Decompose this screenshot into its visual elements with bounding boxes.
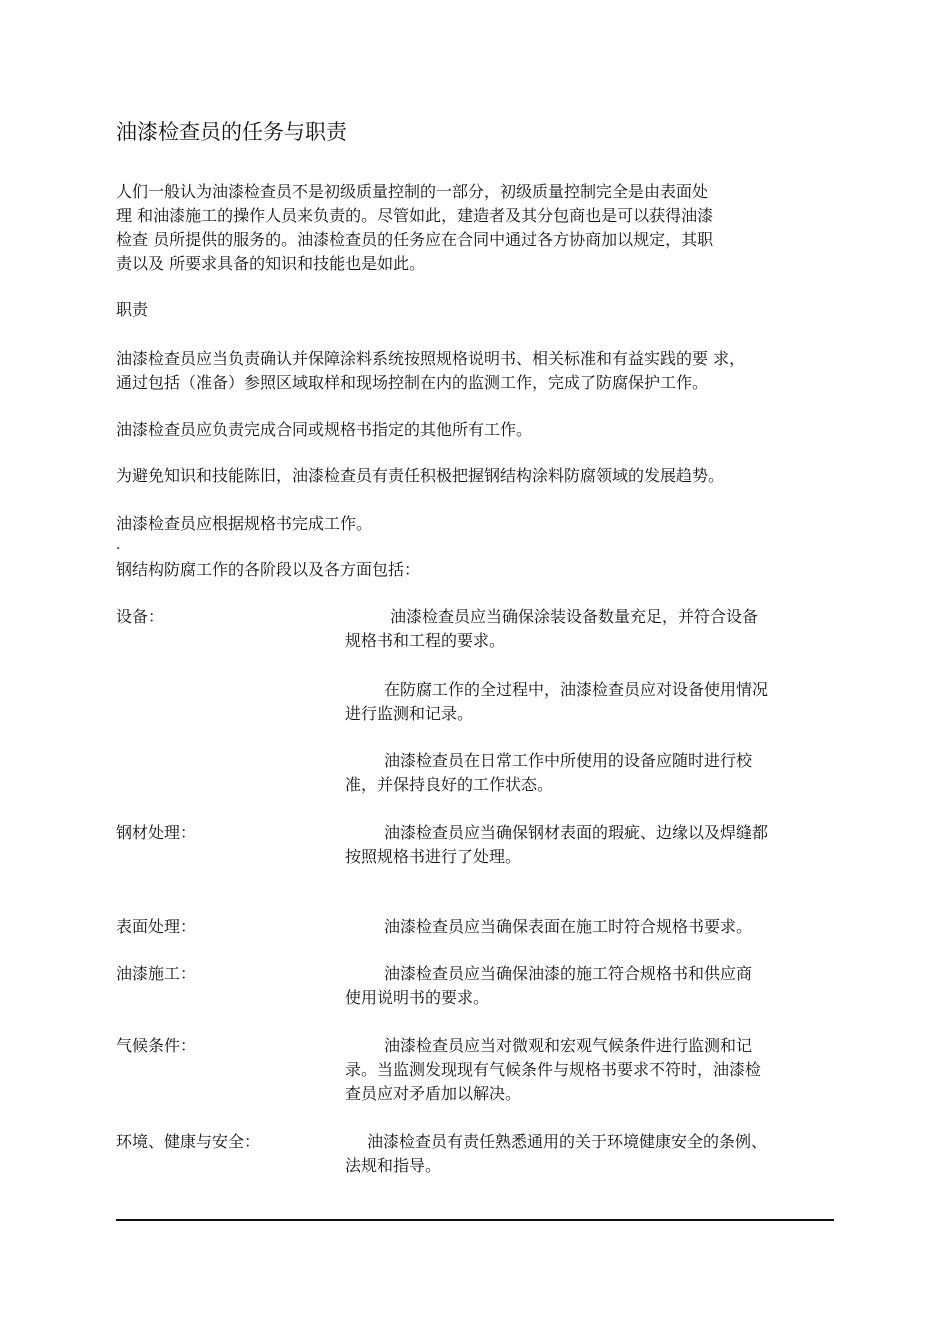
section-heading: 职责: [116, 300, 149, 319]
aspect-label-surface-treatment: 表面处理：: [116, 917, 197, 936]
page-title: 油漆检查员的任务与职责: [116, 120, 347, 144]
aspect-line: 录。当监测发现现有气候条件与规格书要求不符时，油漆检: [345, 1060, 762, 1079]
aspect-text-paint-application: [345, 962, 841, 1010]
duty-line: 通过包括（准备）参照区域取样和现场控制在内的监测工作，完成了防腐保护工作。: [116, 373, 709, 392]
aspect-label-steel-treatment: 钢材处理：: [116, 823, 197, 842]
aspect-line: 在防腐工作的全过程中，油漆检查员应对设备使用情况: [384, 680, 769, 699]
aspect-label-climate: 气候条件：: [116, 1036, 197, 1055]
aspect-text-ehs: [345, 1130, 841, 1178]
aspect-line: 按照规格书进行了处理。: [345, 847, 522, 866]
aspect-line: 使用说明书的要求。: [345, 988, 490, 1007]
aspect-line: 油漆检查员应当确保表面在施工时符合规格书要求。: [384, 917, 753, 936]
aspect-label-ehs: 环境、健康与安全：: [116, 1132, 261, 1151]
aspect-label-paint-application: 油漆施工：: [116, 964, 197, 983]
aspect-text-equipment-3: [345, 749, 841, 797]
intro-line: 检查 员所提供的服务的。油漆检查员的任务应在合同中通过各方协商加以规定，其职: [116, 230, 714, 249]
aspect-line: 油漆检查员有责任熟悉通用的关于环境健康安全的条例、: [367, 1132, 768, 1151]
aspect-line: 油漆检查员在日常工作中所使用的设备应随时进行校: [384, 751, 753, 770]
duty-paragraph-1: [116, 347, 838, 395]
intro-line: 理 和油漆施工的操作人员来负责的。尽管如此，建造者及其分包商也是可以获得油漆: [116, 206, 714, 225]
intro-line: 人们一般认为油漆检查员不是初级质量控制的一部分，初级质量控制完全是由表面处: [116, 182, 709, 201]
aspect-line: 油漆检查员应当确保油漆的施工符合规格书和供应商: [384, 964, 753, 983]
intro-line: 责以及 所要求具备的知识和技能也是如此。: [116, 254, 426, 273]
aspect-line: 法规和指导。: [345, 1156, 442, 1175]
aspect-text-equipment-2: [345, 678, 841, 726]
aspect-text-climate: [345, 1034, 841, 1106]
aspect-text-equipment-1: [345, 605, 841, 653]
intro-paragraph: [116, 180, 838, 276]
duty-paragraph-2: 油漆检查员应负责完成合同或规格书指定的其他所有工作。: [116, 420, 533, 439]
footer-rule: [116, 1219, 834, 1221]
aspect-line: 进行监测和记录。: [345, 704, 474, 723]
aspect-line: 规格书和工程的要求。: [345, 631, 506, 650]
aspect-line: 油漆检查员应当确保钢材表面的瑕疵、边缘以及焊缝都: [384, 823, 769, 842]
stray-dot: .: [116, 537, 121, 553]
duty-paragraph-3: 为避免知识和技能陈旧，油漆检查员有责任积极把握钢结构涂料防腐领域的发展趋势。: [116, 466, 725, 485]
aspect-line: 准，并保持良好的工作状态。: [345, 775, 554, 794]
duty-paragraph-4: 油漆检查员应根据规格书完成工作。: [116, 514, 373, 533]
aspect-label-equipment: 设备：: [116, 607, 165, 626]
aspect-line: 油漆检查员应当确保涂装设备数量充足，并符合设备: [390, 607, 759, 626]
aspect-line: 油漆检查员应当对微观和宏观气候条件进行监测和记: [384, 1036, 753, 1055]
aspect-line: 查员应对矛盾加以解决。: [345, 1084, 522, 1103]
duty-line: 油漆检查员应当负责确认并保障涂料系统按照规格说明书、相关标准和有益实践的要 求，: [116, 349, 746, 368]
aspect-text-surface-treatment: [345, 915, 841, 939]
aspect-text-steel-treatment: [345, 821, 841, 869]
aspects-intro: 钢结构防腐工作的各阶段以及各方面包括：: [116, 560, 421, 579]
